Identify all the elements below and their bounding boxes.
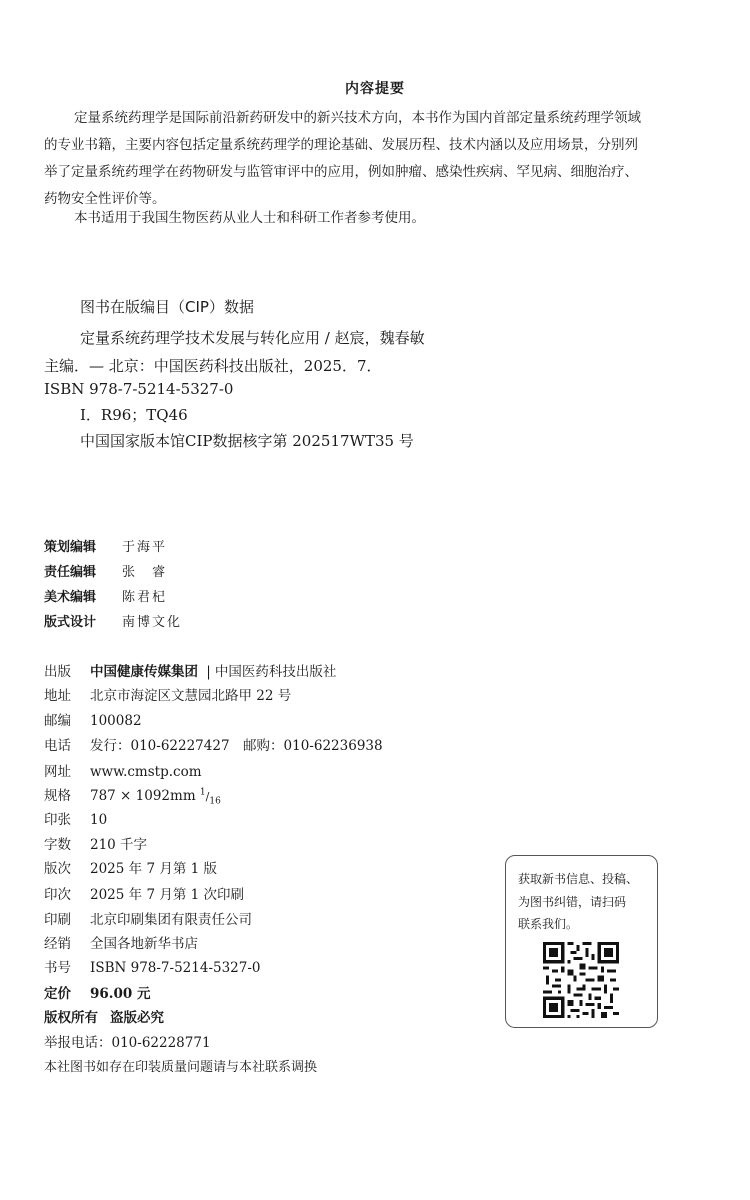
postcode-row	[44, 709, 142, 729]
printer-label: 印刷	[44, 912, 71, 928]
phone-label: 电话	[44, 738, 71, 754]
price-row	[44, 982, 150, 1002]
cip-title-line: 定量系统药理学技术发展与转化应用 / 赵宸，魏春敏	[80, 329, 425, 347]
qr-text-line: 获取新书信息、投稿、	[518, 872, 639, 886]
website-label: 网址	[44, 764, 71, 780]
address-row	[44, 684, 291, 704]
book-number-row	[44, 956, 261, 976]
sheets-row	[44, 808, 107, 828]
address-label: 地址	[44, 688, 71, 704]
staff-value: 南博文化	[122, 615, 183, 630]
staff-label: 美术编辑	[44, 590, 97, 605]
summary-title: 内容提要	[345, 81, 405, 97]
distributor-row	[44, 932, 198, 952]
cip-publish-line: 主编．— 北京：中国医药科技出版社，2025．7．	[44, 357, 382, 375]
qr-text-line: 联系我们。	[518, 917, 579, 931]
report-phone: 举报电话：010-62228771	[44, 1035, 211, 1051]
price-value: 96.00 元	[90, 986, 151, 1002]
staff-label: 版式设计	[44, 615, 97, 630]
publisher-name: 中国医药科技出版社	[214, 664, 337, 680]
quality-notice: 本社图书如存在印装质量问题请与本社联系调换	[44, 1060, 318, 1075]
phone-row	[44, 734, 383, 754]
printing-value: 2025 年 7 月第 1 次印刷	[90, 887, 244, 903]
format-fraction-denominator: 16	[209, 796, 221, 807]
copyright-label: 版权所有	[44, 1010, 98, 1026]
summary-paragraph-line: 举了定量系统药理学在药物研发与监管审评中的应用，例如肿瘤、感染性疾病、罕见病、细胞治疗、	[44, 164, 638, 180]
summary-paragraph-2: 本书适用于我国生物医药从业人士和科研工作者参考使用。	[74, 210, 425, 226]
words-row	[44, 833, 147, 853]
staff-row	[44, 561, 167, 580]
staff-row	[44, 611, 182, 630]
publisher-label: 出版	[44, 664, 71, 680]
words-value: 210 千字	[90, 837, 148, 853]
postcode-value: 100082	[90, 713, 142, 729]
publisher-group: 中国健康传媒集团	[90, 664, 198, 680]
distributor-value: 全国各地新华书店	[90, 936, 198, 952]
publisher-row	[44, 660, 336, 680]
edition-label: 版次	[44, 861, 71, 877]
distributor-label: 经销	[44, 936, 71, 952]
format-label: 规格	[44, 788, 71, 804]
format-row: 规格 787 × 1092mm $^1/_{16}$	[44, 784, 221, 807]
website-value: www.cmstp.com	[90, 764, 202, 780]
format-value: 787 × 1092mm	[90, 788, 196, 804]
qr-text-line: 为图书纠错，请扫码	[518, 895, 627, 909]
website-row	[44, 760, 202, 780]
cip-heading: 图书在版编目（CIP）数据	[80, 298, 254, 316]
summary-paragraph-line: 的专业书籍，主要内容包括定量系统药理学的理论基础、发展历程、技术内涵以及应用场景，分别列	[44, 137, 638, 153]
phone-value: 发行：010-62227427 邮购：010-62236938	[90, 738, 383, 754]
staff-label: 策划编辑	[44, 540, 97, 555]
staff-value: 于海平	[122, 540, 168, 555]
edition-value: 2025 年 7 月第 1 版	[90, 861, 217, 877]
copyright-row	[44, 1006, 164, 1026]
printer-value: 北京印刷集团有限责任公司	[90, 912, 252, 928]
printing-row	[44, 883, 244, 903]
publisher-separator: |	[206, 664, 211, 680]
cip-record-line: 中国国家版本馆CIP数据核字第 202517WT35 号	[80, 432, 414, 450]
copyright-value: 盗版必究	[110, 1010, 164, 1026]
sheets-label: 印张	[44, 812, 71, 828]
cip-class-line: Ⅰ．R96；TQ46	[80, 406, 188, 424]
qr-contact-box	[505, 855, 658, 1028]
edition-row	[44, 857, 217, 877]
summary-paragraph-line: 药物安全性评价等。	[44, 191, 166, 207]
address-value: 北京市海淀区文慧园北路甲 22 号	[90, 688, 292, 704]
staff-label: 责任编辑	[44, 565, 97, 580]
staff-row	[44, 536, 167, 555]
printer-row	[44, 908, 252, 928]
price-label: 定价	[44, 986, 71, 1002]
staff-row	[44, 586, 167, 605]
postcode-label: 邮编	[44, 713, 71, 729]
book-number-label: 书号	[44, 960, 71, 976]
words-label: 字数	[44, 837, 71, 853]
sheets-value: 10	[90, 812, 108, 828]
staff-value: 张 睿	[122, 565, 168, 580]
qr-code-icon	[543, 942, 619, 1018]
printing-label: 印次	[44, 887, 71, 903]
book-number-value: ISBN 978-7-5214-5327-0	[90, 960, 261, 976]
staff-value: 陈君杞	[122, 590, 168, 605]
cip-isbn-line: ISBN 978-7-5214-5327-0	[44, 380, 234, 398]
summary-paragraph-line: 定量系统药理学是国际前沿新药研发中的新兴技术方向，本书作为国内首部定量系统药理学领域	[74, 110, 641, 126]
format-fraction-numerator: 1	[199, 787, 206, 798]
